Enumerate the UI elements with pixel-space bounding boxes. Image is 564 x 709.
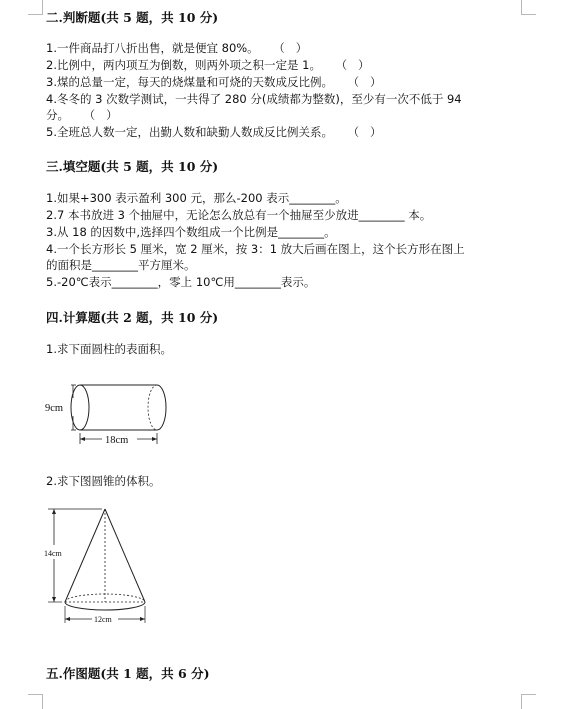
page-corner-mark [28, 0, 43, 15]
fill-item-4: 4.一个长方形长 5 厘米，宽 2 厘米，按 3：1 放大后画在图上，这个长方形在图上 [46, 242, 465, 256]
judge-item-2: 2.比例中，两内项互为倒数，则两外项之积一定是 1。 （ ） [46, 58, 370, 72]
section-heading-draw: 五.作图题(共 1 题，共 6 分) [46, 666, 210, 681]
cone-figure [40, 503, 165, 628]
fill-item-5: 5.-20℃表示________，零上 10℃用________表示。 [46, 275, 316, 289]
page-corner-mark [28, 694, 43, 709]
judge-item-4: 4.冬冬的 3 次数学测试，一共得了 280 分(成绩都为整数)，至少有一次不低于 94 [46, 92, 462, 106]
section-heading-judge: 二.判断题(共 5 题，共 10 分) [46, 10, 219, 25]
section-heading-calc: 四.计算题(共 2 题，共 10 分) [46, 310, 219, 325]
cone-height-label: 14cm [44, 549, 62, 558]
page-corner-mark [521, 694, 536, 709]
fill-item-3: 3.从 18 的因数中,选择四个数组成一个比例是________。 [46, 225, 336, 239]
cone-diameter-label: 12cm [94, 615, 112, 624]
cylinder-height-label: 9cm [45, 403, 64, 414]
judge-item-5: 5.全班总人数一定，出勤人数和缺勤人数成反比例关系。 （ ） [46, 125, 382, 139]
fill-item-1: 1.如果+300 表示盈利 300 元，那么-200 表示________。 [46, 191, 347, 205]
cylinder-length-label: 18cm [105, 435, 129, 446]
fill-item-2: 2.7 本书放进 3 个抽屉中，无论怎么放总有一个抽屉至少放进________ 本。 [46, 208, 432, 222]
calc-question-2: 2.求下图圆锥的体积。 [46, 474, 161, 488]
section-heading-fill: 三.填空题(共 5 题，共 10 分) [46, 159, 219, 174]
judge-item-4-cont: 分。 （ ） [46, 108, 118, 122]
judge-item-1: 1.一件商品打八折出售，就是便宜 80%。 （ ） [46, 41, 308, 55]
judge-item-3: 3.煤的总量一定，每天的烧煤量和可烧的天数成反比例。 （ ） [46, 75, 382, 89]
fill-item-4-cont: 的面积是________平方厘米。 [46, 258, 196, 272]
calc-question-1: 1.求下面圆柱的表面积。 [46, 342, 172, 356]
cylinder-figure [40, 378, 175, 448]
page-corner-mark [521, 0, 536, 15]
